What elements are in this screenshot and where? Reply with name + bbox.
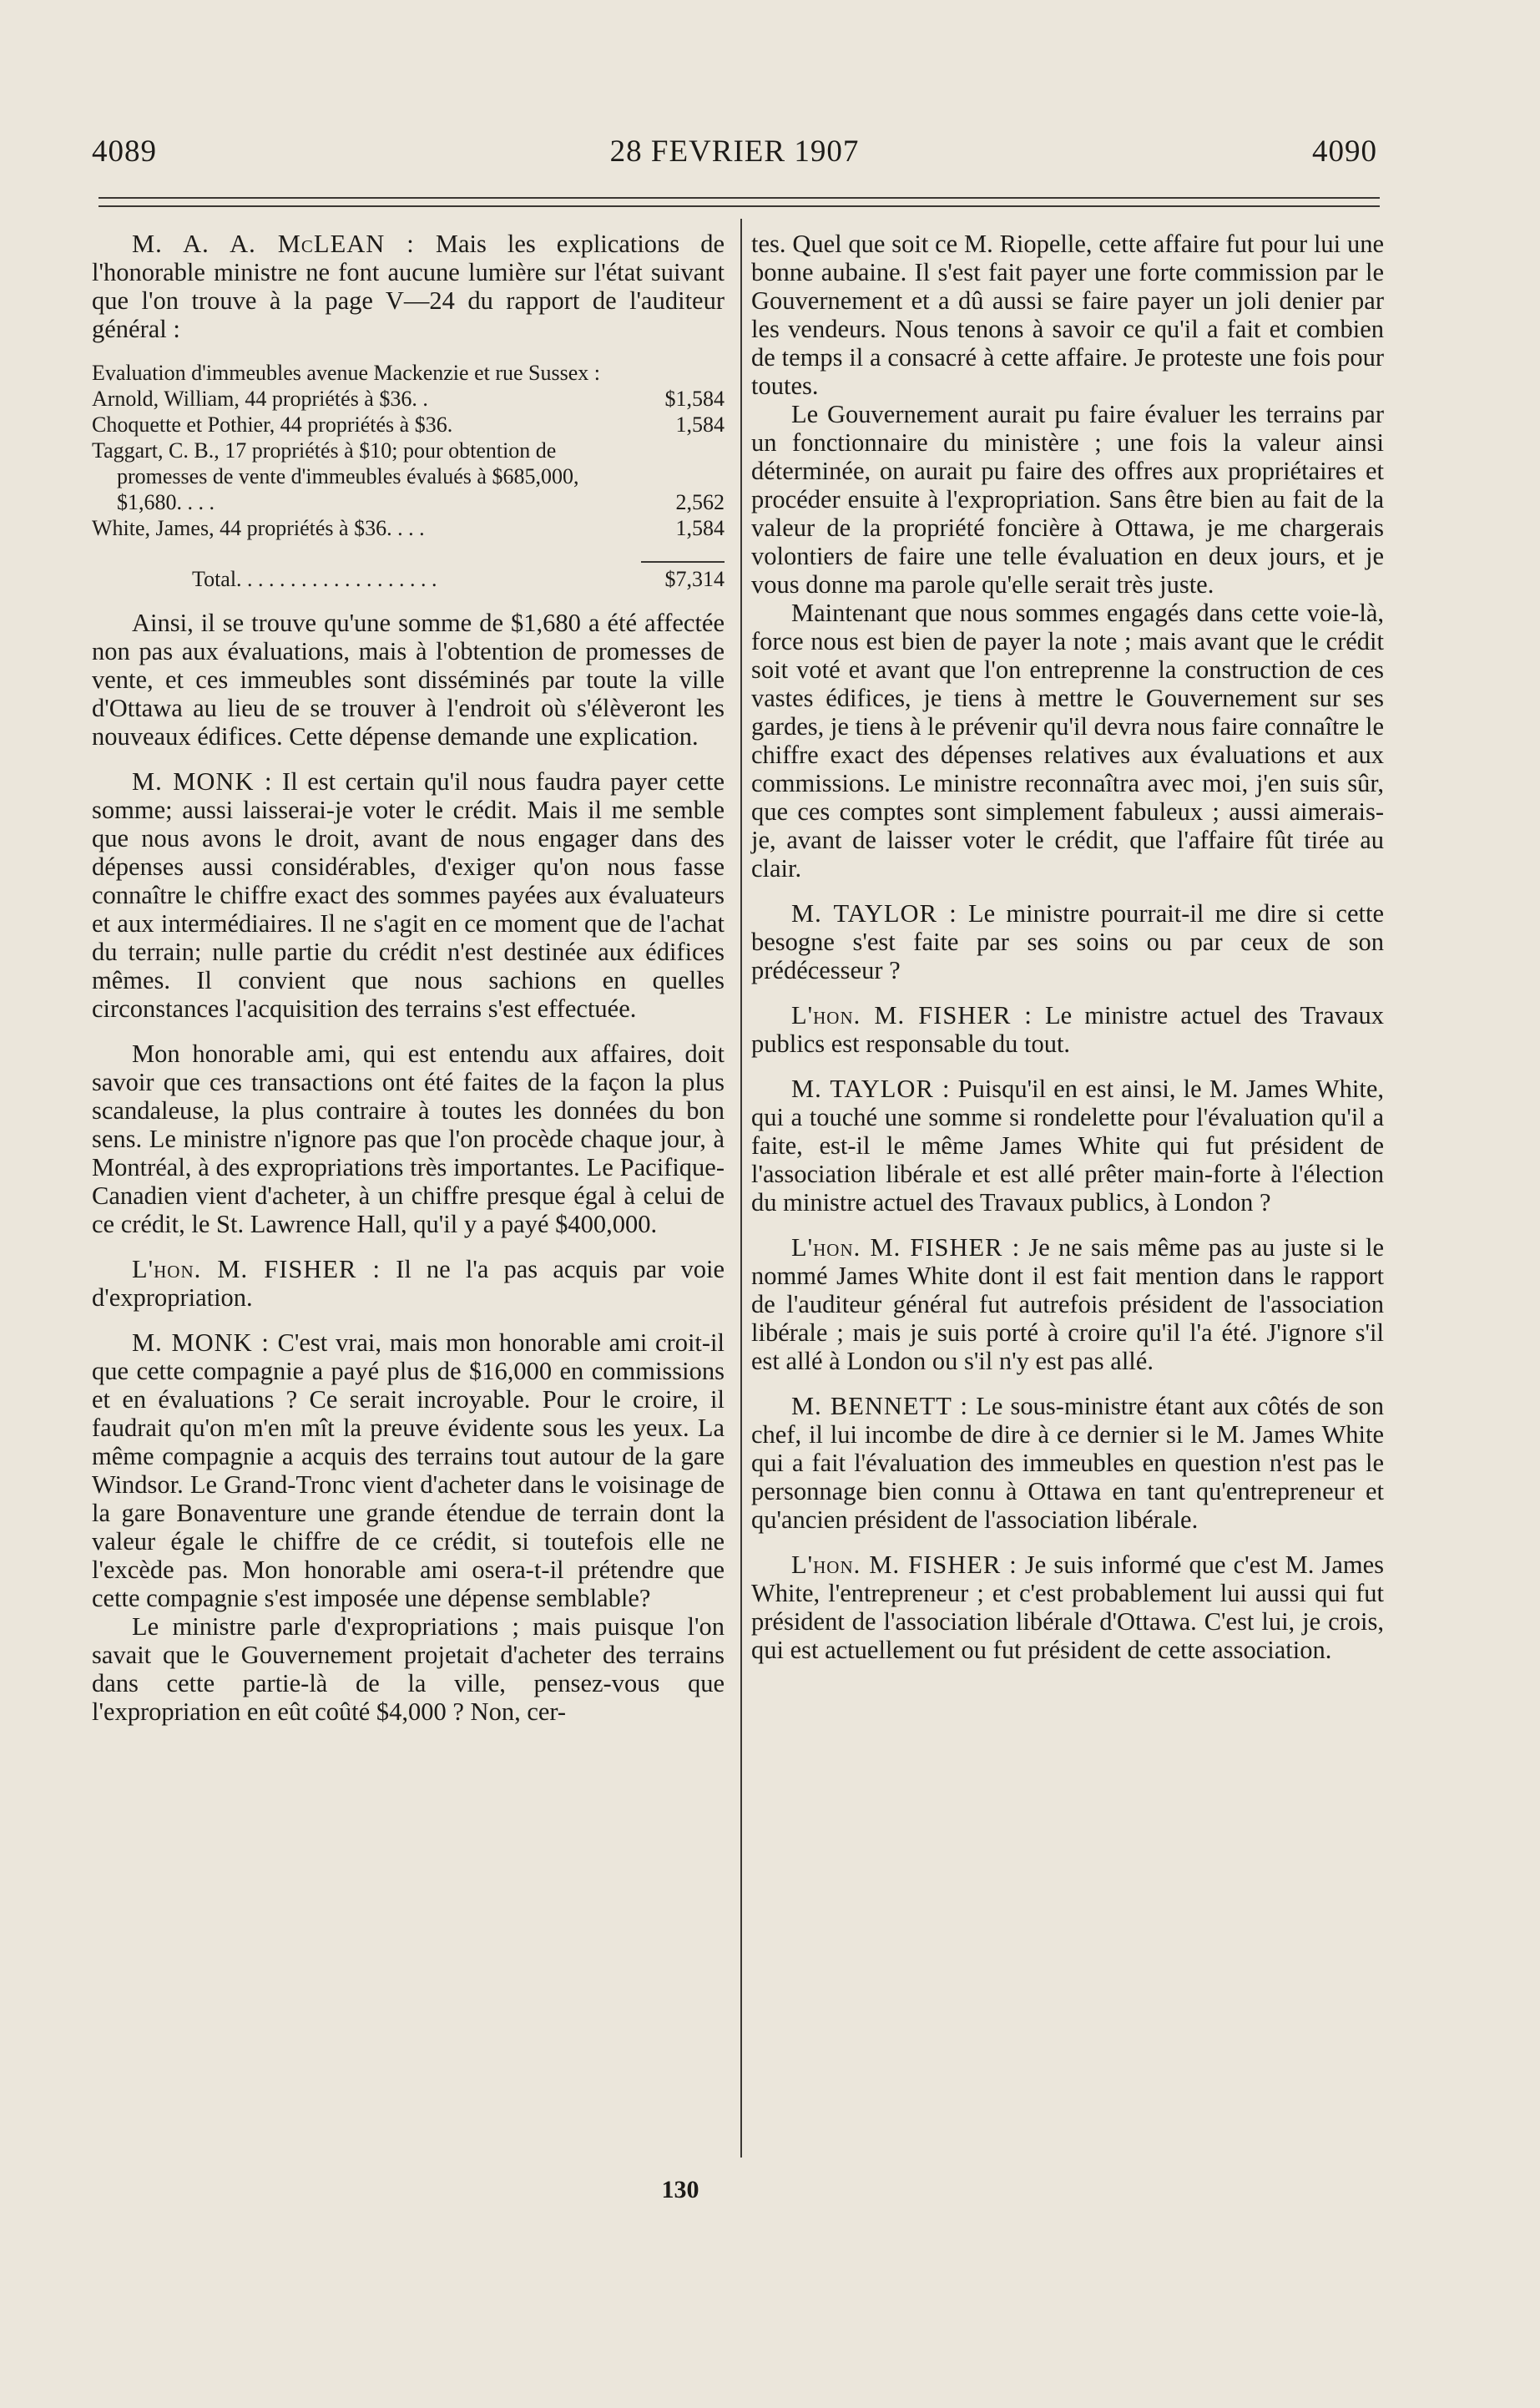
table-row (92, 412, 725, 438)
paragraph (92, 1255, 725, 1312)
table-caption: Evaluation d'immeubles avenue Mackenzie et rue Sussex : (92, 361, 600, 385)
paragraph-text: Le ministre actuel des Travaux publics est responsable du tout. (751, 1001, 1384, 1058)
paragraph-text: Je ne sais même pas au juste si le nommé James White dont il est fait mention dans le rapport de l'auditeur général fut autrefois président de l'association libérale ; mais je suis porté à croire qu'il l'a été. J'ignore s'il est allé à London ou s'il n'y est pas allé. (751, 1233, 1384, 1375)
running-header (92, 134, 1377, 170)
speaker-name: M. A. A. McLEAN : (132, 230, 415, 258)
paragraph: tes. Quel que soit ce M. Riopelle, cette affaire fut pour lui une bonne aubaine. Il s'est fait payer une forte commission par le Gouvernement et a dû aussi se faire payer un joli denier par les vendeurs. Nous tenons à savoir ce qu'il a fait et combien de temps il a consacré à cette affaire. Je proteste une fois pour toutes. (751, 230, 1384, 400)
table-row (92, 386, 725, 412)
table-row (92, 515, 725, 541)
table-row (92, 438, 725, 515)
paragraph: Maintenant que nous sommes engagés dans cette voie-là, force nous est bien de payer la note ; mais avant que le crédit soit voté et avant que l'on entreprenne la construction de ces vastes édifices, je tiens à mettre le Gouvernement sur ses gardes, je tiens à le prévenir qu'il devra nous faire connaître le chiffre exact des dépenses relatives aux évaluations et aux commissions. Le ministre reconnaîtra avec moi, j'en suis sûr, que ces comptes sont simplement fabuleux ; aussi aimerais-je, avant de laisser voter le crédit, que l'affaire fût tirée au clair. (751, 599, 1384, 883)
row-description: White, James, 44 propriétés à $36. . . . (92, 516, 425, 540)
row-description: Arnold, William, 44 propriétés à $36. . (92, 387, 428, 411)
row-amount: $1,584 (664, 387, 725, 411)
speaker-name: M. TAYLOR : (791, 899, 957, 928)
row-amount: 2,562 (675, 490, 725, 514)
right-column (751, 230, 1384, 1681)
speaker-name: L'hon. M. FISHER : (791, 1001, 1033, 1029)
table-total-row (92, 561, 725, 592)
speaker-name: L'hon. M. FISHER : (791, 1551, 1017, 1579)
total-amount: $7,314 (641, 561, 725, 592)
paragraph-text: Il est certain qu'il nous faudra payer cette somme; aussi laisserai-je voter le crédit. Mais il me semble que nous avons le droit, avant de nous engager dans des dépenses aussi considérables, d'exiger qu'on nous fasse connaître le chiffre exact des sommes payées aux évaluateurs et aux intermédiaires. Il ne s'agit en ce moment que de l'achat du terrain; nulle partie du crédit n'est destinée aux édifices mêmes. Il convient que nous sachions en quelles circonstances l'acquisition des terrains s'est effectuée. (92, 767, 725, 1023)
speaker-name: M. MONK : (132, 767, 273, 796)
row-amount: 1,584 (675, 516, 725, 540)
paragraph (92, 230, 725, 343)
row-amount: 1,584 (675, 412, 725, 437)
paragraph-text: C'est vrai, mais mon honorable ami croit-il que cette compagnie a payé plus de $16,000 en commissions et en évaluations ? Ce serait incroyable. Pour le croire, il faudrait qu'on m'en mît la preuve évidente sous les yeux. La même compagnie a acquis des terrains tout autour de la gare Windsor. Le Grand-Tronc vient d'acheter dans le voisinage de la gare Bonaventure une grande étendue de terrain dont la valeur égale le chiffre de ce crédit, si toutefois elle ne l'excède pas. Mon honorable ami osera-t-il prétendre que cette compagnie s'est imposée une dépense semblable? (92, 1328, 725, 1612)
speaker-name: L'hon. M. FISHER : (791, 1233, 1021, 1262)
paragraph: Le Gouvernement aurait pu faire évaluer les terrains par un fonctionnaire du ministère ; une fois la valeur ainsi déterminée, on aurait pu faire des offres aux propriétaires et procéder ensuite à l'expropriation. Sans être bien au fait de la valeur de la propriété foncière à Ottawa, je me chargerais volontiers de faire une telle évaluation en deux jours, et je vous donne ma parole qu'elle serait très juste. (751, 400, 1384, 599)
header-rule-top (98, 197, 1380, 199)
row-description: Choquette et Pothier, 44 propriétés à $36. (92, 412, 453, 437)
speaker-name: M. TAYLOR : (791, 1075, 951, 1103)
paragraph (751, 1075, 1384, 1217)
paragraph (751, 1551, 1384, 1664)
paragraph: Mon honorable ami, qui est entendu aux affaires, doit savoir que ces transactions ont été faites de la façon la plus scandaleuse, la plus contraire à toutes les données du bon sens. Le ministre n'ignore pas que l'on procède chaque jour, à Montréal, à des expropriations très importantes. Le Pacifique-Canadien vient d'acheter, à un chiffre presque égal à celui de ce crédit, le St. Lawrence Hall, qu'il y a payé $400,000. (92, 1040, 725, 1238)
speaker-name: L'hon. M. FISHER : (132, 1255, 381, 1283)
paragraph-text: Le ministre pourrait-il me dire si cette besogne s'est faite par ses soins ou par ceux de son prédécesseur ? (751, 899, 1384, 984)
expense-table (92, 360, 725, 592)
paragraph (751, 899, 1384, 984)
speaker-name: M. MONK : (132, 1328, 270, 1357)
paragraph (751, 1001, 1384, 1058)
paragraph: Ainsi, il se trouve qu'une somme de $1,680 a été affectée non pas aux évaluations, mais à l'obtention de promesses de vente, et ces immeubles sont disséminés par toute la ville d'Ottawa au lieu de se trouver à l'endroit où s'élèveront les nouveaux édifices. Cette dépense demande une explication. (92, 609, 725, 751)
paragraph-text: Le sous-ministre étant aux côtés de son chef, il lui incombe de dire à ce dernier si le M. James White qui a fait l'évaluation des immeubles en question n'est pas le personnage bien connu à Ottawa en tant qu'entrepreneur et qu'ancien président de l'association libérale. (751, 1392, 1385, 1534)
left-column (92, 230, 725, 1743)
paragraph-text: Mais les explications de l'honorable ministre ne font aucune lumière sur l'état suivant que l'on trouve à la page V—24 du rapport de l'auditeur général : (92, 230, 725, 343)
paragraph-text: Puisqu'il en est ainsi, le M. James White, qui a touché une somme si rondelette pour l'évaluation qu'il a faite, est-il le même James White qui fut président de l'association libérale et est allé prêter main-forte à l'élection du ministre actuel des Travaux publics, à London ? (751, 1075, 1385, 1217)
page-number-left: 4089 (92, 134, 157, 169)
folio-number: 130 (661, 2176, 699, 2203)
header-rule-bottom (98, 205, 1380, 207)
total-label: Total. . . . . . . . . . . . . . . . . . . (192, 567, 437, 591)
column-divider (740, 219, 742, 2158)
page-number-right: 4090 (1312, 134, 1377, 169)
row-description: Taggart, C. B., 17 propriétés à $10; pour obtention de promesses de vente d'immeubles évalués à $685,000, $1,680. . . . (92, 438, 579, 514)
paragraph: Le ministre parle d'expropriations ; mais puisque l'on savait que le Gouvernement projetait d'acheter des terrains dans cette partie-là de la ville, pensez-vous que l'expropriation en eût coûté $4,000 ? Non, cer- (92, 1612, 725, 1726)
speaker-name: M. BENNETT : (791, 1392, 968, 1420)
paragraph-text: Il ne l'a pas acquis par voie d'expropriation. (92, 1255, 725, 1312)
header-date: 28 FEVRIER 1907 (609, 134, 860, 169)
paragraph-text: Je suis informé que c'est M. James White, l'entrepreneur ; et c'est probablement lui aussi qui fut président de l'association libérale d'Ottawa. C'est lui, je crois, qui est actuellement ou fut président de cette association. (751, 1551, 1384, 1664)
paragraph (92, 767, 725, 1023)
paragraph (751, 1392, 1384, 1534)
paragraph (751, 1233, 1384, 1375)
paragraph (92, 1328, 725, 1612)
